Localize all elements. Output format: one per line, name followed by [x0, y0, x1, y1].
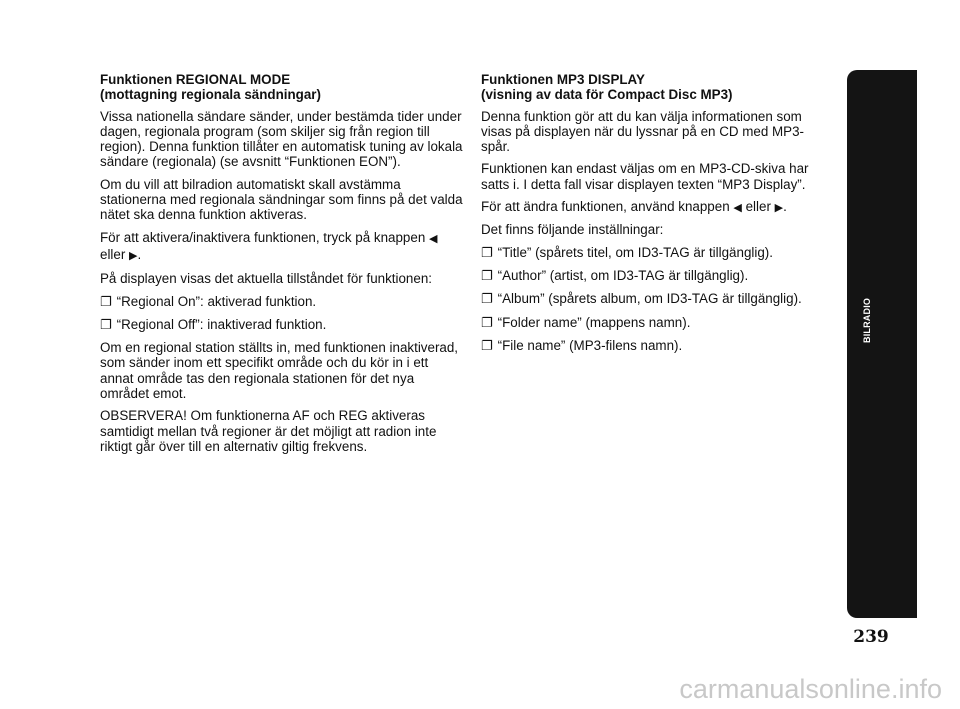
- mp3-display-heading: [481, 72, 811, 103]
- instruction-end: .: [783, 199, 787, 215]
- instruction-or: eller: [100, 246, 126, 262]
- checkbox-square-icon: ❐: [481, 314, 493, 330]
- section-tab-label: BILRADIO: [862, 297, 872, 343]
- list-item: [481, 268, 811, 283]
- paragraph: Funktionen kan endast väljas om en MP3-CD-skiva har satts i. I detta fall visar displayen texten “MP3 Display”.: [481, 161, 809, 192]
- paragraph-button-instruction: [481, 199, 811, 216]
- list-item-text: “Folder name” (mappens namn).: [497, 314, 691, 330]
- checkbox-square-icon: ❐: [100, 293, 112, 309]
- paragraph-button-instruction: [100, 230, 465, 265]
- checkbox-square-icon: ❐: [481, 291, 493, 307]
- instruction-end: .: [137, 246, 142, 262]
- page-number: 239: [853, 627, 889, 647]
- instruction-text: För att aktivera/inaktivera funktionen, tryck på knappen: [100, 229, 426, 245]
- instruction-text: För att ändra funktionen, använd knappen: [481, 199, 730, 215]
- list-item-text: “Regional On”: aktiverad funktion.: [116, 293, 317, 309]
- list-item: [481, 245, 811, 260]
- list-item-text: “Album” (spårets album, om ID3-TAG är tillgänglig).: [497, 291, 802, 307]
- checkbox-square-icon: ❐: [100, 316, 112, 332]
- left-column: [100, 72, 465, 461]
- list-item: [481, 315, 811, 330]
- paragraph: Denna funktion gör att du kan välja informationen som visas på displayen när du lyssnar på en CD med MP3-spår.: [481, 108, 805, 155]
- paragraph: Vissa nationella sändare sänder, under bestämda tider under dagen, regionala program (som skiljer sig från region till region). Denna funktion tillåter en automatisk tuning av lokala sändare (regionala) (se avsnitt “Funktionen EON”).: [100, 108, 463, 170]
- list-item-text: “File name” (MP3-filens namn).: [497, 337, 683, 353]
- heading-line: Funktionen REGIONAL MODE: [100, 72, 291, 87]
- paragraph: Det finns följande inställningar:: [481, 222, 664, 238]
- heading-subline: (visning av data för Compact Disc MP3): [481, 87, 733, 103]
- regional-mode-heading: [100, 72, 465, 103]
- list-item-text: “Title” (spårets titel, om ID3-TAG är tillgänglig).: [497, 244, 773, 260]
- paragraph: Om du vill att bilradion automatiskt skall avstämma stationerna med regionala sändningar som finns på det valda nätet ska denna funktion aktiveras.: [100, 176, 463, 223]
- instruction-or: eller: [745, 199, 771, 215]
- checkbox-square-icon: ❐: [481, 267, 493, 283]
- arrow-left-icon: ◀: [733, 202, 742, 215]
- paragraph-note: OBSERVERA! Om funktionerna AF och REG aktiveras samtidigt mellan två regioner är det möjligt att radion inte riktigt går över till en alternativ giltig frekvens.: [100, 408, 437, 454]
- arrow-right-icon: ▶: [774, 202, 784, 215]
- section-tab: [847, 70, 917, 618]
- list-item: [481, 291, 811, 306]
- list-item: [100, 294, 465, 309]
- checkbox-square-icon: ❐: [481, 337, 493, 353]
- heading-line: Funktionen MP3 DISPLAY: [481, 72, 645, 87]
- paragraph: Om en regional station ställts in, med funktionen inaktiverad, som sänder inom ett specifikt område och du kör in i ett annat område tas den regionala stationen för det nya området emot.: [100, 340, 459, 402]
- paragraph: På displayen visas det aktuella tillståndet för funktionen:: [100, 271, 432, 287]
- list-item-text: “Author” (artist, om ID3-TAG är tillgänglig).: [497, 267, 749, 283]
- checkbox-square-icon: ❐: [481, 244, 493, 260]
- list-item: [481, 338, 811, 353]
- arrow-right-icon: ▶: [129, 249, 138, 262]
- list-item-text: “Regional Off”: inaktiverad funktion.: [116, 316, 327, 332]
- right-column: [481, 72, 811, 361]
- list-item: [100, 317, 465, 332]
- arrow-left-icon: ◀: [429, 232, 438, 245]
- watermark: carmanualsonline.info: [679, 674, 942, 704]
- heading-subline: (mottagning regionala sändningar): [100, 87, 321, 103]
